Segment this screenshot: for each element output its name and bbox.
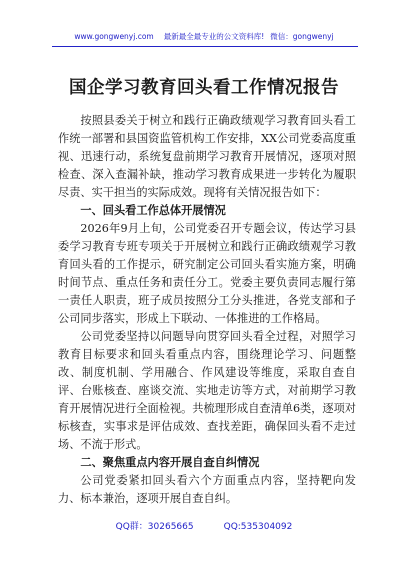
wechat-id: 微信：gongwenyj [270,32,334,41]
document-title: 国企学习教育回头看工作情况报告 [69,78,339,98]
section-1-paragraph-2: 公司党委坚持以问题导向贯穿回头看全过程，对照学习教育目标要求和回头看重点内容，围绕理论学习、问题整改、制度机制、学用融合、作风建设等维度，采取自查自评、台账核查、座谈交流、实地走访等方式，对前期学习教育开展情况进行全面检视。共梳理形成自查清单6类，逐项对标核查，实事求是评估成效、查找差距，确保回头看不走过场、不流于形式。 [58,330,356,451]
section-2-paragraph-1: 公司党委紧扣回头看六个方面重点内容，坚持靶向发力、标本兼治，逐项开展自查自纠。 [58,474,356,505]
header-divider [52,46,358,47]
page-footer [0,519,408,532]
qq-contact: QQ:535304092 [223,522,293,532]
site-header [0,31,408,42]
qq-group: QQ群：30265665 [115,522,194,532]
section-heading-1: 一、回头看工作总体开展情况 [80,204,226,217]
section-1-paragraph-1: 2026年9月上旬，公司党委召开专题会议，传达学习县委学习教育专班专项关于开展树立和践行正确政绩观学习教育回头看的工作提示，研究制定公司回头看实施方案，明确时间节点、重点任务和责任分工。党委主要负责同志履行第一责任人职责，班子成员按照分工分头推进，各党支部和子公司同步落实，形成上下联动、一体推进的工作格局。 [58,222,356,325]
site-url[interactable]: www.gongwenyj.com [74,32,154,41]
document-body [58,112,356,508]
section-heading-2: 二、聚焦重点内容开展自查自纠情况 [80,456,260,469]
intro-paragraph: 按照县委关于树立和践行正确政绩观学习教育回头看工作统一部署和县国资监管机构工作安排，XX公司党委高度重视、迅速行动，系统复盘前期学习教育开展情况，逐项对照检查、深入查漏补缺，推动学习教育成果进一步转化为履职尽责、实干担当的实际成效。现将有关情况报告如下： [58,114,356,199]
site-slogan: 最新最全最专业的公文资料库! [163,32,265,41]
